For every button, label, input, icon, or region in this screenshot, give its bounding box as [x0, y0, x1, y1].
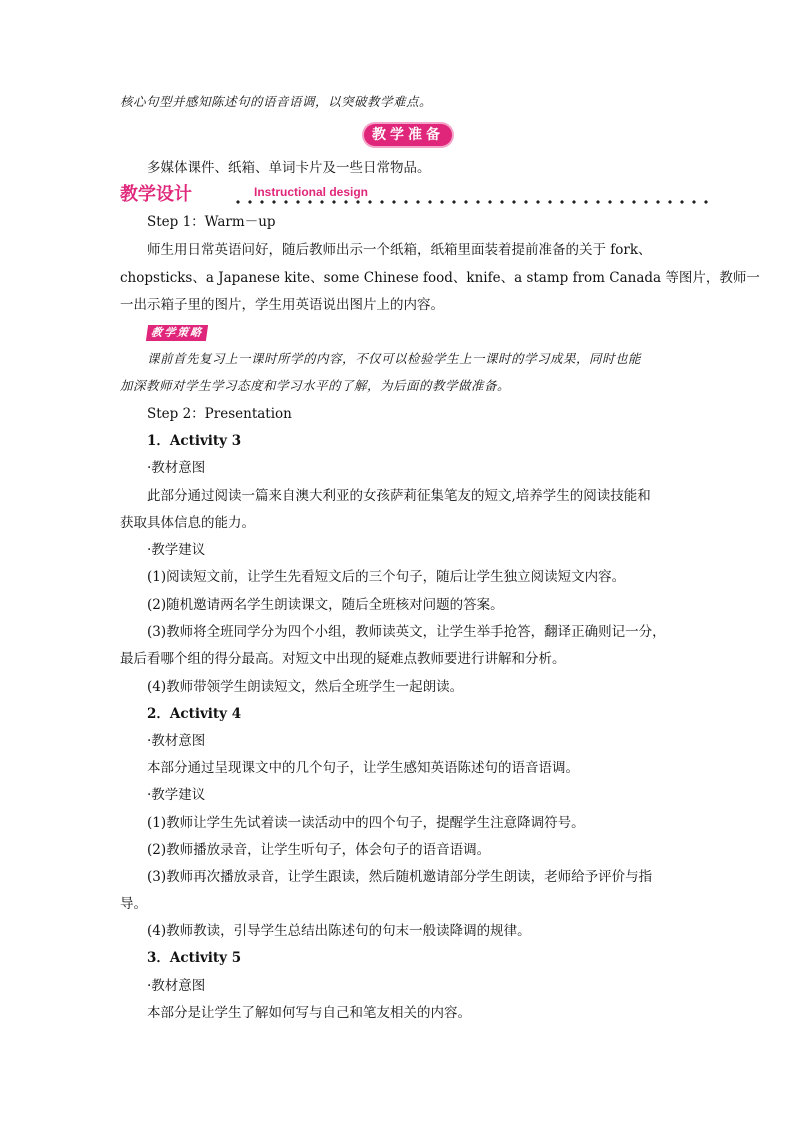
- activity4-advice-line: (1)教师让学生先试着读一读活动中的四个句子，提醒学生注意降调符号。: [147, 815, 585, 831]
- activity3-intent-label: ·教材意图: [147, 460, 206, 476]
- step1-line: 师生用日常英语问好，随后教师出示一个纸箱，纸箱里面装着提前准备的关于 fork、: [147, 242, 652, 258]
- step2-heading: Step 2：Presentation: [147, 406, 292, 422]
- strategy-line: 加深教师对学生学习态度和学习水平的了解，为后面的教学做准备。: [120, 378, 511, 393]
- activity3-advice-line: 最后看哪个组的得分最高。对短文中出现的疑难点教师要进行讲解和分析。: [120, 651, 566, 667]
- activity4-heading: 2．Activity 4: [147, 706, 242, 722]
- design-title: 教学设计: [120, 184, 192, 205]
- activity3-heading: 1．Activity 3: [147, 433, 242, 449]
- activity4-advice-line: 导。: [120, 896, 147, 912]
- prep-text: 多媒体课件、纸箱、单词卡片及一些日常物品。: [147, 160, 431, 176]
- step1-line: 一出示箱子里的图片，学生用英语说出图片上的内容。: [120, 297, 444, 313]
- activity4-advice-line: (4)教师教读，引导学生总结出陈述句的句末一般读降调的规律。: [147, 923, 531, 939]
- design-subtitle: Instructional design: [254, 185, 369, 199]
- activity3-advice-line: (4)教师带领学生朗读短文，然后全班学生一起朗读。: [147, 679, 464, 695]
- strategy-line: 课前首先复习上一课时所学的内容，不仅可以检验学生上一课时的学习成果，同时也能: [147, 351, 642, 366]
- dotted-rule: [232, 200, 710, 204]
- activity4-advice-line: (3)教师再次播放录音，让学生跟读，然后随机邀请部分学生朗读，老师给予评价与指: [147, 869, 653, 885]
- activity3-advice-line: (3)教师将全班同学分为四个小组，教师读英文，让学生举手抢答，翻译正确则记一分，: [147, 624, 666, 640]
- activity3-advice-line: (1)阅读短文前，让学生先看短文后的三个句子，随后让学生独立阅读短文内容。: [147, 569, 626, 585]
- step1-line: chopsticks、a Japanese kite、some Chinese food、knife、a stamp from Canada 等图片，教师一: [120, 270, 760, 286]
- activity4-advice-label: ·教学建议: [147, 787, 206, 803]
- step1-heading: Step 1：Warm－up: [147, 214, 276, 230]
- activity3-intent-line: 获取具体信息的能力。: [120, 515, 255, 531]
- activity5-intent-label: ·教材意图: [147, 978, 206, 994]
- activity4-intent-line: 本部分通过呈现课文中的几个句子，让学生感知英语陈述句的语音语调。: [147, 760, 579, 776]
- activity3-intent-line: 此部分通过阅读一篇来自澳大利亚的女孩萨莉征集笔友的短文,培养学生的阅读技能和: [147, 488, 651, 504]
- prep-badge: 教学准备: [364, 124, 452, 146]
- design-header: [120, 182, 710, 210]
- activity3-advice-line: (2)随机邀请两名学生朗读课文，随后全班核对问题的答案。: [147, 597, 504, 613]
- activity4-advice-line: (2)教师播放录音，让学生听句子，体会句子的语音语调。: [147, 842, 491, 858]
- strategy-badge: 教学策略: [146, 325, 208, 341]
- activity5-heading: 3．Activity 5: [147, 950, 242, 966]
- activity4-intent-label: ·教材意图: [147, 733, 206, 749]
- activity5-intent-line: 本部分是让学生了解如何写与自己和笔友相关的内容。: [147, 1005, 471, 1021]
- intro-line: 核心句型并感知陈述句的语音语调，以突破教学难点。: [120, 94, 433, 109]
- activity3-advice-label: ·教学建议: [147, 542, 206, 558]
